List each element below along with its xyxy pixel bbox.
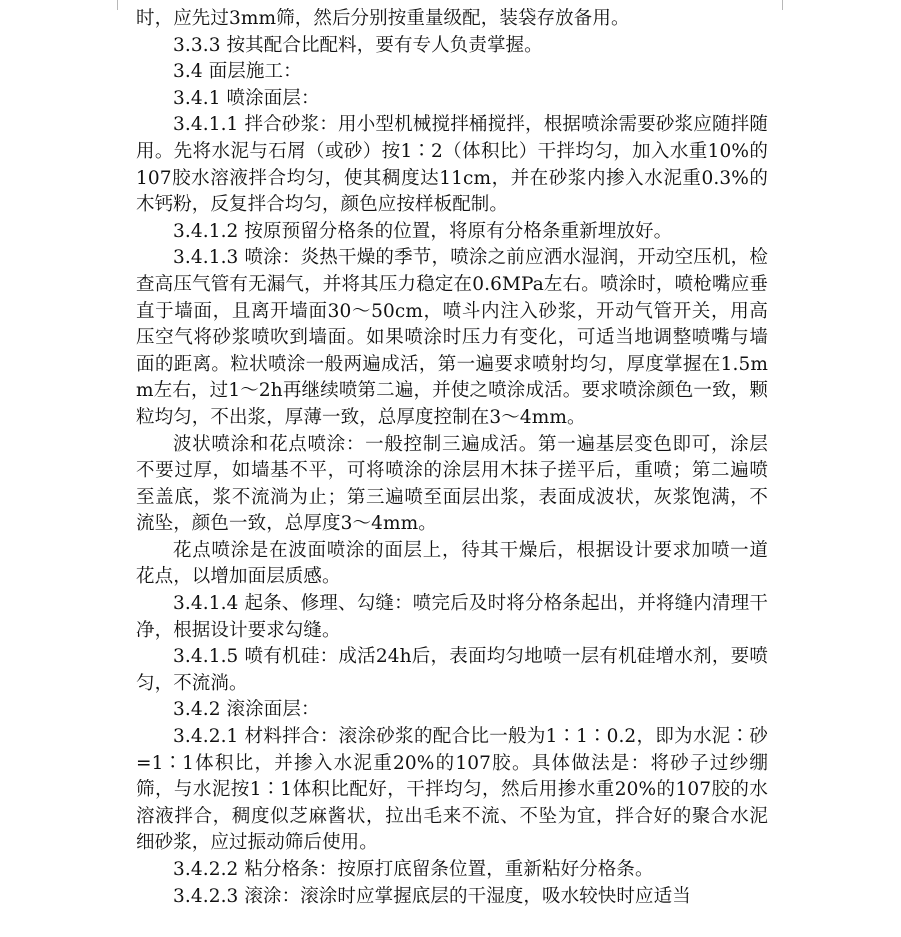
paragraph-3-4-1-4: 3.4.1.4 起条、修理、勾缝：喷完后及时将分格条起出，并将缝内清理干净，根据设计要求勾缝。: [136, 593, 768, 641]
heading-3-4-2: 3.4.2 滚涂面层：: [173, 699, 320, 721]
paragraph-3-4-2-3: 3.4.2.3 滚涂：滚涂时应掌握底层的干湿度，吸水较快时应适当: [173, 885, 691, 907]
paragraph-3-4-1-2: 3.4.1.2 按原预留分格条的位置，将原有分格条重新埋放好。: [173, 220, 673, 242]
paragraph-3-3-3: 3.3.3 按其配合比配料，要有专人负责掌握。: [173, 34, 543, 56]
heading-3-4-1: 3.4.1 喷涂面层：: [173, 87, 320, 109]
crop-mark-top-left: [117, 0, 118, 10]
paragraph-dot-spray: 花点喷涂是在波面喷涂的面层上，待其干燥后，根据设计要求加喷一道花点，以增加面层质感。: [136, 539, 768, 588]
paragraph-3-4-2-2: 3.4.2.2 粘分格条：按原打底留条位置，重新粘好分格条。: [173, 859, 654, 880]
paragraph-wave-spray: 波状喷涂和花点喷涂：一般控制三遍成活。第一遍基层变色即可，涂层不要过厚，如墙基不平，可将喷涂的涂层用木抹子搓平后，重喷；第二遍喷至盖底，浆不流淌为止；第三遍喷至面层出浆，表面成波状，灰浆饱满，不流坠，颜色一致，总厚度3～4mm。: [136, 433, 768, 535]
paragraph-continued: 时，应先过3mm筛，然后分别按重量级配，装袋存放备用。: [136, 8, 630, 29]
crop-mark-top-right: [782, 0, 783, 10]
paragraph-3-4-1-5: 3.4.1.5 喷有机硅：成活24h后，表面均匀地喷一层有机硅增水剂，要喷匀，不流淌。: [136, 646, 768, 694]
document-body: [136, 6, 768, 910]
paragraph-3-4-2-1: 3.4.2.1 材料拌合：滚涂砂浆的配合比一般为1∶1∶0.2，即为水泥∶砂=1∶1体积比，并掺入水泥重20%的107胶。具体做法是：将砂子过纱绷筛，与水泥按1∶1体积比配好，干拌均匀，然后用掺水重20%的107胶的水溶液拌合，稠度似芝麻酱状，拉出毛来不流、不坠为宜，拌合好的聚合水泥细砂浆，应过振动筛后使用。: [136, 726, 768, 854]
paragraph-3-4-1-3: 3.4.1.3 喷涂：炎热干燥的季节，喷涂之前应洒水湿润，开动空压机，检查高压气管有无漏气，并将其压力稳定在0.6MPa左右。喷涂时，喷枪嘴应垂直于墙面，且离开墙面30～50cm，喷斗内注入砂浆，开动气管开关，用高压空气将砂浆喷吹到墙面。如果喷涂时压力有变化，可适当地调整喷嘴与墙面的距离。粒状喷涂一般两遍成活，第一遍要求喷射均匀，厚度掌握在1.5mm左右，过1～2h再继续喷第二遍，并使之喷涂成活。要求喷涂颜色一致，颗粒均匀，不出浆，厚薄一致，总厚度控制在3～4mm。: [136, 247, 768, 428]
paragraph-3-4-1-1: 3.4.1.1 拌合砂浆：用小型机械搅拌桶搅拌，根据喷涂需要砂浆应随拌随用。先将水泥与石屑（或砂）按1∶2（体积比）干拌均匀，加入水重10%的107胶水溶液拌合均匀，使其稠度达11cm，并在砂浆内掺入水泥重0.3%的木钙粉，反复拌合均匀，颜色应按样板配制。: [136, 114, 768, 216]
heading-3-4: 3.4 面层施工：: [173, 61, 302, 83]
